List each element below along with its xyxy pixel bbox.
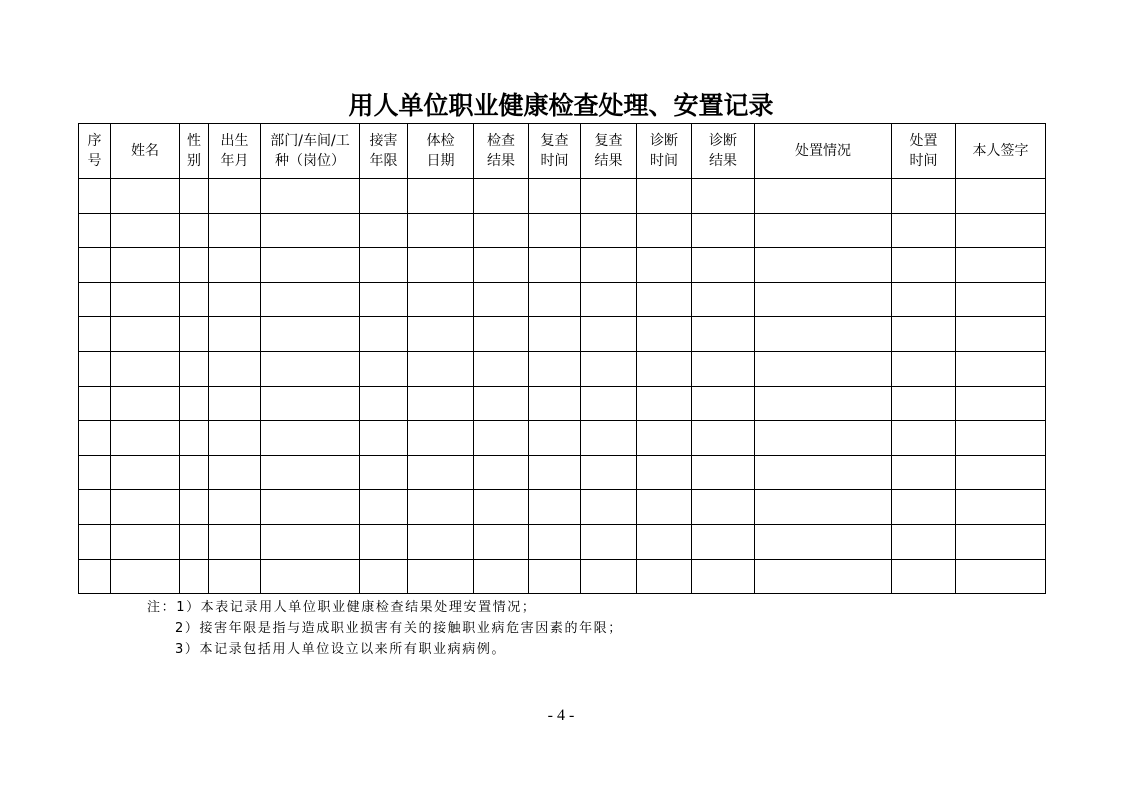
table-cell (261, 317, 360, 352)
record-table (78, 123, 1046, 594)
table-cell (261, 386, 360, 421)
table-cell (180, 386, 209, 421)
table-cell (209, 248, 261, 283)
table-cell (111, 559, 180, 594)
table-cell (581, 455, 637, 490)
column-header: 处置情况 (755, 124, 892, 179)
table-cell (755, 351, 892, 386)
table-cell (180, 421, 209, 456)
table-cell (892, 421, 956, 456)
table-cell (261, 248, 360, 283)
table-cell (360, 179, 408, 214)
table-cell (360, 213, 408, 248)
table-cell (892, 386, 956, 421)
table-cell (692, 248, 755, 283)
table-cell (360, 421, 408, 456)
table-cell (637, 455, 692, 490)
table-cell (755, 490, 892, 525)
page-number: - 4 - (547, 707, 575, 724)
table-cell (956, 455, 1046, 490)
table-row (79, 421, 1046, 456)
table-row (79, 179, 1046, 214)
table-cell (79, 248, 111, 283)
table-cell (209, 179, 261, 214)
table-cell (209, 524, 261, 559)
table-cell (755, 421, 892, 456)
table-cell (111, 282, 180, 317)
table-cell (581, 282, 637, 317)
table-cell (529, 421, 581, 456)
table-cell (692, 386, 755, 421)
table-cell (581, 351, 637, 386)
table-row (79, 213, 1046, 248)
table-cell (892, 179, 956, 214)
table-cell (474, 213, 529, 248)
table-cell (79, 455, 111, 490)
table-cell (581, 386, 637, 421)
table-cell (581, 248, 637, 283)
table-cell (360, 282, 408, 317)
table-cell (956, 213, 1046, 248)
table-cell (79, 317, 111, 352)
table-cell (529, 351, 581, 386)
table-cell (209, 559, 261, 594)
table-cell (261, 351, 360, 386)
table-cell (637, 386, 692, 421)
table-cell (79, 559, 111, 594)
page-title: 用人单位职业健康检查处理、安置记录 (348, 91, 774, 120)
table-cell (581, 213, 637, 248)
table-row (79, 386, 1046, 421)
table-row (79, 317, 1046, 352)
table-row (79, 282, 1046, 317)
table-cell (261, 179, 360, 214)
table-cell (637, 317, 692, 352)
table-cell (755, 524, 892, 559)
table-cell (111, 351, 180, 386)
table-cell (529, 282, 581, 317)
table-cell (637, 559, 692, 594)
table-cell (408, 351, 474, 386)
table-header-row (79, 124, 1046, 179)
table-cell (581, 317, 637, 352)
column-header: 出生 年月 (209, 124, 261, 179)
table-cell (111, 248, 180, 283)
table-cell (692, 559, 755, 594)
table-row (79, 248, 1046, 283)
table-cell (180, 282, 209, 317)
table-cell (79, 179, 111, 214)
table-cell (692, 524, 755, 559)
column-header: 复查 结果 (581, 124, 637, 179)
table-cell (111, 386, 180, 421)
table-row (79, 455, 1046, 490)
table-cell (180, 317, 209, 352)
table-cell (529, 386, 581, 421)
column-header: 姓名 (111, 124, 180, 179)
table-cell (892, 559, 956, 594)
table-cell (637, 282, 692, 317)
column-header: 处置 时间 (892, 124, 956, 179)
note-1: 注：1）本表记录用人单位职业健康检查结果处理安置情况； (147, 600, 537, 615)
table-cell (180, 179, 209, 214)
table-cell (692, 179, 755, 214)
table-cell (956, 248, 1046, 283)
table-row (79, 524, 1046, 559)
table-cell (474, 386, 529, 421)
table-cell (209, 421, 261, 456)
table-cell (360, 248, 408, 283)
table-cell (474, 524, 529, 559)
table-cell (408, 179, 474, 214)
table-cell (111, 524, 180, 559)
table-cell (581, 559, 637, 594)
table-cell (755, 282, 892, 317)
table-cell (408, 524, 474, 559)
table-cell (474, 455, 529, 490)
table-cell (79, 421, 111, 456)
table-cell (956, 524, 1046, 559)
table-cell (637, 248, 692, 283)
table-cell (755, 455, 892, 490)
table-cell (692, 213, 755, 248)
table-cell (529, 179, 581, 214)
column-header: 本人签字 (956, 124, 1046, 179)
table-cell (529, 559, 581, 594)
table-cell (360, 559, 408, 594)
notes (147, 597, 623, 660)
table-cell (474, 421, 529, 456)
table-cell (692, 282, 755, 317)
table-cell (261, 282, 360, 317)
table-cell (79, 213, 111, 248)
table-cell (360, 351, 408, 386)
table-cell (755, 386, 892, 421)
table-cell (692, 490, 755, 525)
table-cell (209, 282, 261, 317)
table-cell (79, 524, 111, 559)
table-cell (692, 421, 755, 456)
note-3: 3）本记录包括用人单位设立以来所有职业病病例。 (175, 642, 507, 657)
table-cell (111, 421, 180, 456)
table-cell (474, 490, 529, 525)
column-header: 性 别 (180, 124, 209, 179)
table-cell (79, 386, 111, 421)
table-cell (408, 386, 474, 421)
table-cell (637, 213, 692, 248)
table-cell (474, 559, 529, 594)
table-cell (755, 213, 892, 248)
table-cell (111, 179, 180, 214)
column-header: 复查 时间 (529, 124, 581, 179)
table-cell (209, 386, 261, 421)
table-cell (360, 524, 408, 559)
table-cell (755, 559, 892, 594)
table-cell (209, 213, 261, 248)
table-cell (637, 351, 692, 386)
table-cell (529, 490, 581, 525)
table-cell (360, 317, 408, 352)
table-cell (180, 213, 209, 248)
table-cell (209, 490, 261, 525)
table-cell (956, 282, 1046, 317)
note-2: 2）接害年限是指与造成职业损害有关的接触职业病危害因素的年限； (175, 621, 623, 636)
table-cell (529, 317, 581, 352)
table-cell (581, 179, 637, 214)
table-cell (408, 282, 474, 317)
table-cell (956, 559, 1046, 594)
table-cell (261, 213, 360, 248)
table-cell (529, 455, 581, 490)
table-cell (261, 559, 360, 594)
table-cell (474, 351, 529, 386)
table-cell (209, 351, 261, 386)
table-cell (892, 524, 956, 559)
table-cell (261, 455, 360, 490)
column-header: 体检 日期 (408, 124, 474, 179)
table-cell (180, 559, 209, 594)
table-cell (408, 421, 474, 456)
table-cell (892, 213, 956, 248)
table-cell (111, 490, 180, 525)
table-cell (408, 455, 474, 490)
table-cell (581, 524, 637, 559)
table-cell (408, 248, 474, 283)
column-header: 诊断 结果 (692, 124, 755, 179)
table-cell (111, 317, 180, 352)
table-cell (755, 248, 892, 283)
table-cell (111, 213, 180, 248)
table-cell (474, 179, 529, 214)
table-cell (892, 490, 956, 525)
table-cell (261, 524, 360, 559)
table-cell (408, 213, 474, 248)
table-row (79, 351, 1046, 386)
table-cell (581, 421, 637, 456)
table-cell (956, 490, 1046, 525)
table-cell (474, 248, 529, 283)
table-cell (529, 213, 581, 248)
column-header: 检查 结果 (474, 124, 529, 179)
table-cell (956, 386, 1046, 421)
table-cell (956, 317, 1046, 352)
table-cell (111, 455, 180, 490)
table-cell (892, 248, 956, 283)
table-cell (180, 455, 209, 490)
column-header: 部门/车间/工 种（岗位） (261, 124, 360, 179)
table-cell (180, 490, 209, 525)
column-header: 诊断 时间 (637, 124, 692, 179)
table-cell (474, 282, 529, 317)
table-cell (79, 282, 111, 317)
table-cell (209, 455, 261, 490)
table-cell (956, 351, 1046, 386)
table-cell (209, 317, 261, 352)
table-cell (529, 248, 581, 283)
column-header: 接害 年限 (360, 124, 408, 179)
table-cell (637, 421, 692, 456)
table-cell (692, 351, 755, 386)
table-cell (360, 490, 408, 525)
table-cell (637, 490, 692, 525)
table-cell (360, 455, 408, 490)
table-cell (956, 179, 1046, 214)
table-cell (360, 386, 408, 421)
table-row (79, 559, 1046, 594)
table-cell (692, 455, 755, 490)
table-cell (637, 524, 692, 559)
table-cell (79, 351, 111, 386)
table-cell (261, 490, 360, 525)
table-cell (637, 179, 692, 214)
table-cell (692, 317, 755, 352)
table-cell (180, 351, 209, 386)
table-cell (892, 317, 956, 352)
table-cell (79, 490, 111, 525)
table-cell (180, 524, 209, 559)
table-cell (755, 179, 892, 214)
table-row (79, 490, 1046, 525)
table-cell (408, 317, 474, 352)
table-cell (474, 317, 529, 352)
table-cell (408, 490, 474, 525)
table-cell (261, 421, 360, 456)
table-cell (892, 282, 956, 317)
table-cell (581, 490, 637, 525)
table-cell (408, 559, 474, 594)
table-cell (755, 317, 892, 352)
table-cell (892, 455, 956, 490)
table-cell (956, 421, 1046, 456)
table-cell (180, 248, 209, 283)
table-cell (892, 351, 956, 386)
table-cell (529, 524, 581, 559)
column-header: 序 号 (79, 124, 111, 179)
